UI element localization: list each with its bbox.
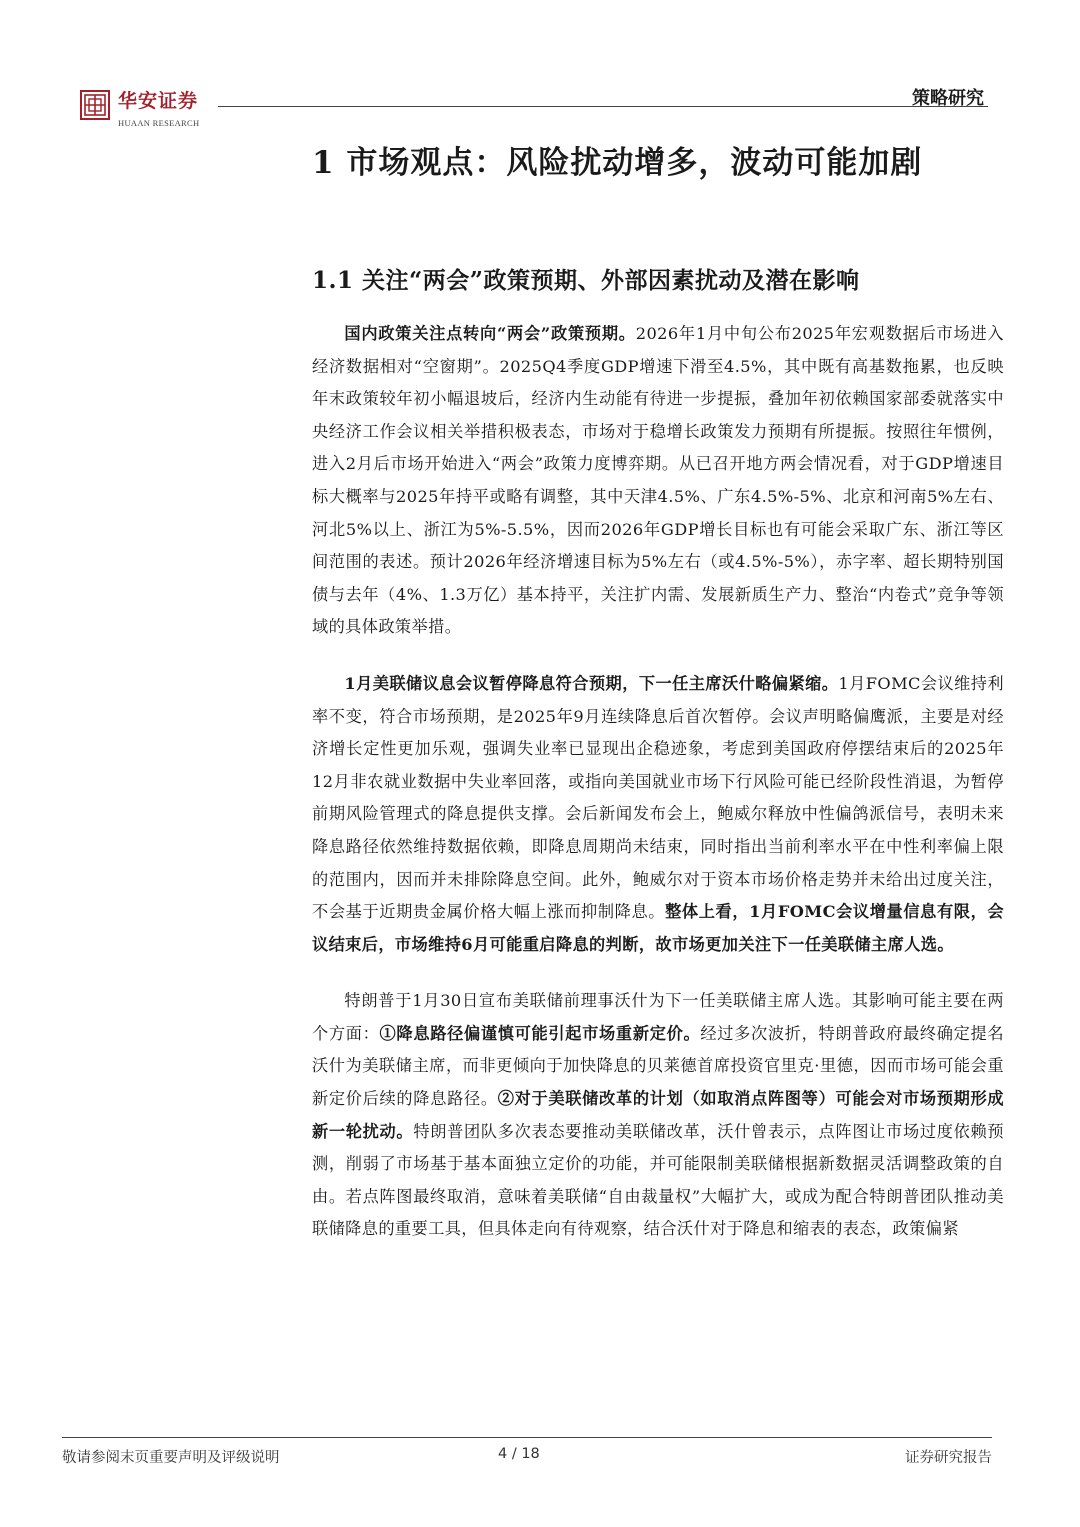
paragraph-text: 1月FOMC会议维持利率不变，符合市场预期，是2025年9月连续降息后首次暂停。会议声明略偏鹰派，主要是对经济增长定性更加乐观，强调失业率已显现出企稳迹象，考虑到美国政府停摆结束后的2025年12月非农就业数据中失业率回落，或指向美国就业市场下行风险可能已经阶段性消退，为暂停前期风险管理式的降息提供支撑。会后新闻发布会上，鲍威尔释放中性偏鸽派信号，表明未来降息路径依然维持数据依赖，即降息周期尚未结束，同时指出当前利率水平在中性利率偏上限的范围内，因而并未排除降息空间。此外，鲍威尔对于资本市场价格走势并未给出过度关注，不会基于近期贵金属价格大幅上涨而抑制降息。: [312, 673, 1004, 922]
footer-report-type: 证券研究报告: [905, 1450, 992, 1466]
footer-disclaimer: 敬请参阅末页重要声明及评级说明: [62, 1450, 280, 1466]
paragraph-lead: 国内政策关注点转向“两会”政策预期。: [344, 324, 636, 343]
paragraph-text: 特朗普于1月30日宣布美联储前理事沃什为下一任美联储主席人选。其影响可能主要在两个方面：: [312, 991, 1004, 1043]
logo-english-name: HUAAN RESEARCH: [118, 118, 200, 128]
paragraph-fed-chair: [312, 985, 1004, 1246]
article-body: [312, 318, 1004, 1270]
section-title: 1 市场观点：风险扰动增多，波动可能加剧: [312, 145, 923, 181]
logo-chinese-name: 华安证券: [118, 90, 199, 112]
page-number: 4 / 18: [498, 1446, 540, 1462]
paragraph-text: 经过多次波折，特朗普政府最终确定提名沃什为美联储主席，而非更倾向于加快降息的贝莱德首席投资官里克·里德，因而市场可能会重新定价后续的降息路径。: [312, 1023, 1004, 1109]
page-header: [0, 0, 1080, 140]
paragraph-emphasis: 整体上看，1月FOMC会议增量信息有限，会议结束后，市场维持6月可能重启降息的判断，故市场更加关注下一任美联储主席人选。: [312, 902, 1004, 954]
paragraph-emphasis: ②对于美联储改革的计划（如取消点阵图等）可能会对市场预期形成新一轮扰动。: [312, 1089, 1005, 1141]
subsection-title: 1.1 关注“两会”政策预期、外部因素扰动及潜在影响: [312, 267, 860, 294]
footer-divider: [62, 1437, 992, 1438]
paragraph-text: 2026年1月中旬公布2025年宏观数据后市场进入经济数据相对“空窗期”。2025Q4季度GDP增速下滑至4.5%，其中既有高基数拖累，也反映年末政策较年初小幅退坡后，经济内生动能有待进一步提振，叠加年初依赖国家部委就落实中央经济工作会议相关举措积极表态，市场对于稳增长政策发力预期有所提振。按照往年惯例，进入2月后市场开始进入“两会”政策力度博弈期。从已召开地方两会情况看，对于GDP增速目标大概率与2025年持平或略有调整，其中天津4.5%、广东4.5%-5%、北京和河南5%左右、河北5%以上、浙江为5%-5.5%，因而2026年GDP增长目标也有可能会采取广东、浙江等区间范围的表述。预计2026年经济增速目标为5%左右（或4.5%-5%），赤字率、超长期特别国债与去年（4%、1.3万亿）基本持平，关注扩内需、发展新质生产力、整治“内卷式”竞争等领域的具体政策举措。: [312, 324, 1004, 637]
report-section-label: 策略研究: [912, 88, 984, 109]
paragraph-text: 特朗普团队多次表态要推动美联储改革，沃什曾表示，点阵图让市场过度依赖预测，削弱了市场基于基本面独立定价的功能，并可能限制美联储根据新数据灵活调整政策的自由。若点阵图最终取消，意味着美联储“自由裁量权”大幅扩大，或成为配合特朗普团队推动美联储降息的重要工具，但具体走向有待观察，结合沃什对于降息和缩表的表态，政策偏紧: [312, 1121, 1004, 1239]
paragraph-fomc: [312, 668, 1004, 961]
company-logo-icon: [80, 90, 110, 120]
paragraph-lead: 1月美联储议息会议暂停降息符合预期，下一任主席沃什略偏紧缩。: [344, 673, 839, 693]
paragraph-emphasis: ①降息路径偏谨慎可能引起市场重新定价。: [379, 1023, 701, 1043]
paragraph-domestic-policy: [312, 318, 1004, 644]
header-divider: [218, 106, 988, 107]
